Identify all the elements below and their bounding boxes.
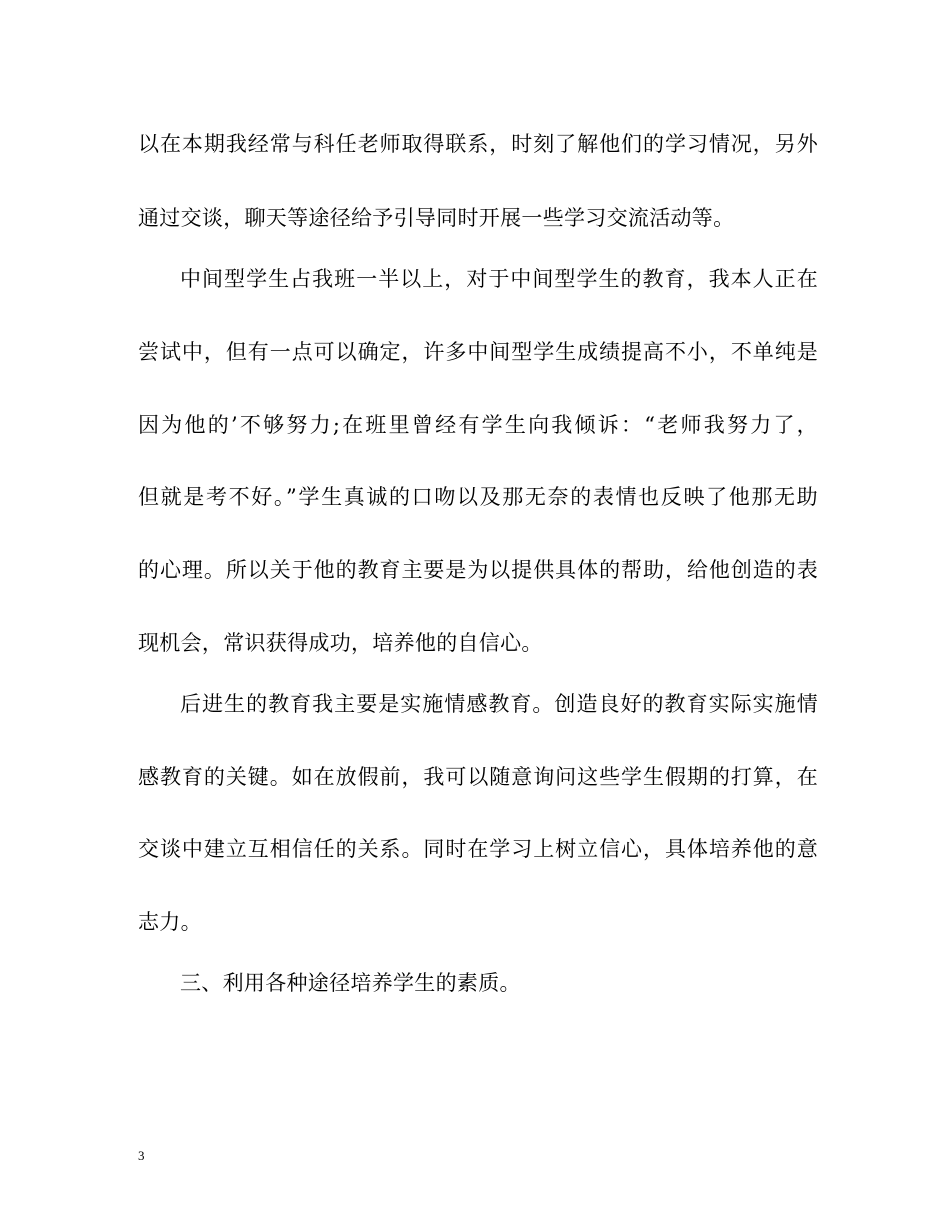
paragraph-line: 现机会，常识获得成功，培养他的自信心。 bbox=[138, 631, 543, 655]
paragraph-line: 后进生的教育我主要是实施情感教育。创造良好的教育实际实施情 bbox=[180, 692, 818, 716]
paragraph-line: 中间型学生占我班一半以上，对于中间型学生的教育，我本人正在 bbox=[180, 267, 818, 291]
page-number: 3 bbox=[138, 1148, 145, 1163]
section-heading: 三、利用各种途径培养学生的素质。 bbox=[180, 971, 521, 995]
paragraph-line: 交谈中建立互相信任的关系。同时在学习上树立信心，具体培养他的意 bbox=[138, 837, 818, 861]
paragraph-line: 因为他的’不够努力;在班里曾经有学生向我倾诉：“老师我努力了， bbox=[138, 413, 818, 437]
paragraph-line: 尝试中，但有一点可以确定，许多中间型学生成绩提高不小，不单纯是 bbox=[138, 340, 818, 364]
paragraph-line: 但就是考不好。”学生真诚的口吻以及那无奈的表情也反映了他那无助 bbox=[138, 485, 818, 509]
paragraph-line: 志力。 bbox=[138, 910, 202, 934]
paragraph-line: 感教育的关键。如在放假前，我可以随意询问这些学生假期的打算，在 bbox=[138, 765, 818, 789]
paragraph-line: 通过交谈，聊天等途径给予引导同时开展一些学习交流活动等。 bbox=[138, 206, 735, 230]
paragraph-line: 以在本期我经常与科任老师取得联系，时刻了解他们的学习情况，另外 bbox=[138, 132, 818, 156]
paragraph-line: 的心理。所以关于他的教育主要是为以提供具体的帮助，给他创造的表 bbox=[138, 558, 818, 582]
